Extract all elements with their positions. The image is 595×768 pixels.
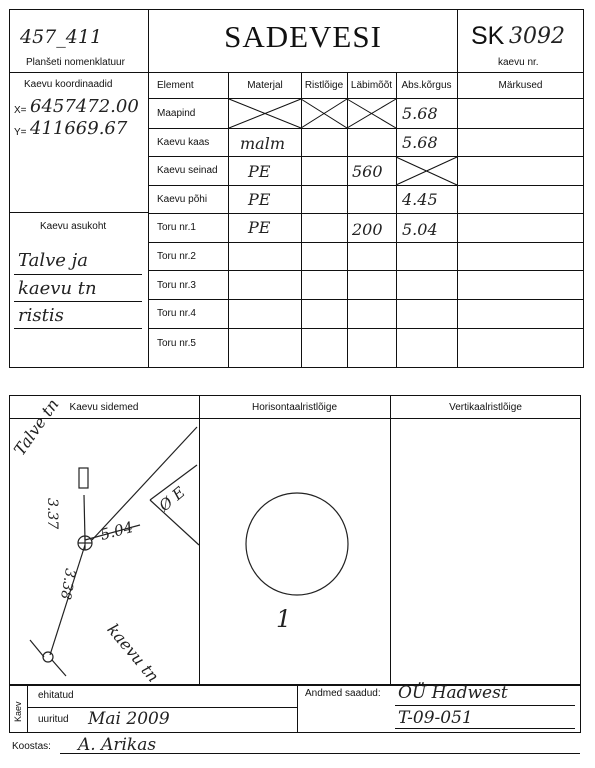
pipe-label: Ø E <box>155 483 189 515</box>
section-mark: 1 <box>276 605 292 633</box>
data-source-value-1: OÜ Hadwest <box>398 683 508 703</box>
location-line-text-1: Talve ja <box>18 250 88 271</box>
header-labimoot: Läbimõõt <box>350 80 393 91</box>
connections-label: Kaevu sidemed <box>69 402 139 413</box>
well-number-label: kaevu nr. <box>498 57 539 68</box>
built-label: ehitatud <box>38 690 74 701</box>
cell-maapind-abs: 5.68 <box>402 104 438 123</box>
well-prefix: SK <box>471 22 505 50</box>
location-label: Kaevu asukoht <box>40 221 107 232</box>
row-label-toru-1: Toru nr.1 <box>157 222 196 233</box>
value-up: 3.37 <box>44 498 60 530</box>
y-coordinate: 411669.67 <box>30 118 128 139</box>
footer-kaev-divider <box>27 685 28 733</box>
cell-kaas-abs: 5.68 <box>402 133 438 152</box>
cell-seinad-materjal: PE <box>248 162 271 181</box>
pipe-line-down <box>50 545 85 655</box>
cell-pohi-materjal: PE <box>248 190 271 209</box>
surveyed-value: Mai 2009 <box>88 709 170 729</box>
surveyed-label: uuritud <box>38 714 69 725</box>
data-line-1 <box>395 705 575 706</box>
manhole-box <box>79 468 88 488</box>
row-label-kaevu-kaas: Kaevu kaas <box>157 137 210 148</box>
header-abs-korgus: Abs.kõrgus <box>401 80 452 91</box>
cell-pohi-abs: 4.45 <box>402 190 438 209</box>
author-value: A. Arikas <box>78 735 157 755</box>
row-label-toru-5: Toru nr.5 <box>157 338 196 349</box>
footer-row-divider <box>27 707 297 708</box>
data-source-label: Andmed saadud: <box>305 688 381 699</box>
nomenclature-label: Planšeti nomenklatuur <box>26 57 125 68</box>
pipe-line-up <box>84 495 85 540</box>
cell-toru1-abs: 5.04 <box>402 220 438 239</box>
author-label: Koostas: <box>12 741 51 752</box>
coordinates-label: Kaevu koordinaadid <box>24 79 113 90</box>
row-label-kaevu-pohi: Kaevu põhi <box>157 194 208 205</box>
value-down: 3.38 <box>56 567 78 601</box>
page-title: SADEVESI <box>224 19 382 54</box>
y-prefix: Y= <box>14 127 27 138</box>
footer-middle-divider <box>297 685 298 733</box>
header-materjal: Materjal <box>247 80 283 91</box>
cell-toru1-materjal: PE <box>248 218 271 237</box>
row-label-toru-3: Toru nr.3 <box>157 280 196 291</box>
row-label-maapind: Maapind <box>157 108 196 119</box>
x-coordinate: 6457472.00 <box>30 96 139 117</box>
well-number: 3092 <box>509 24 565 49</box>
x-prefix: X= <box>14 105 27 116</box>
header-ristloige: Ristlõige <box>304 80 344 91</box>
horizontal-section-circle <box>246 493 348 595</box>
header-element: Element <box>157 80 194 91</box>
cell-kaas-materjal: malm <box>240 134 285 153</box>
row-label-toru-2: Toru nr.2 <box>157 251 196 262</box>
row-label-toru-4: Toru nr.4 <box>157 308 196 319</box>
location-line-text-2: kaevu tn <box>18 278 97 299</box>
data-line-2 <box>395 728 575 729</box>
arrow-line-right <box>52 660 66 676</box>
street-label-top: Talve tn <box>10 395 63 459</box>
nomenclature-value: 457_411 <box>20 26 103 48</box>
cell-seinad-labimoot: 560 <box>352 162 383 181</box>
row-label-kaevu-seinad: Kaevu seinad <box>157 165 218 176</box>
data-source-value-2: T-09-051 <box>398 708 473 728</box>
horizontal-section-label: Horisontaalristlõige <box>251 402 338 413</box>
cell-toru1-labimoot: 200 <box>352 220 383 239</box>
value-right: 5.04 <box>98 517 136 545</box>
arrow-line-left <box>30 640 44 657</box>
street-label-bottom: kaevu tn <box>103 620 163 686</box>
kaev-label: Kaev <box>13 701 23 722</box>
location-line-text-3: ristis <box>18 305 64 326</box>
end-well-symbol <box>43 652 53 662</box>
header-markused: Märkused <box>498 80 543 91</box>
vertical-section-label: Vertikaalristlõige <box>449 402 522 413</box>
